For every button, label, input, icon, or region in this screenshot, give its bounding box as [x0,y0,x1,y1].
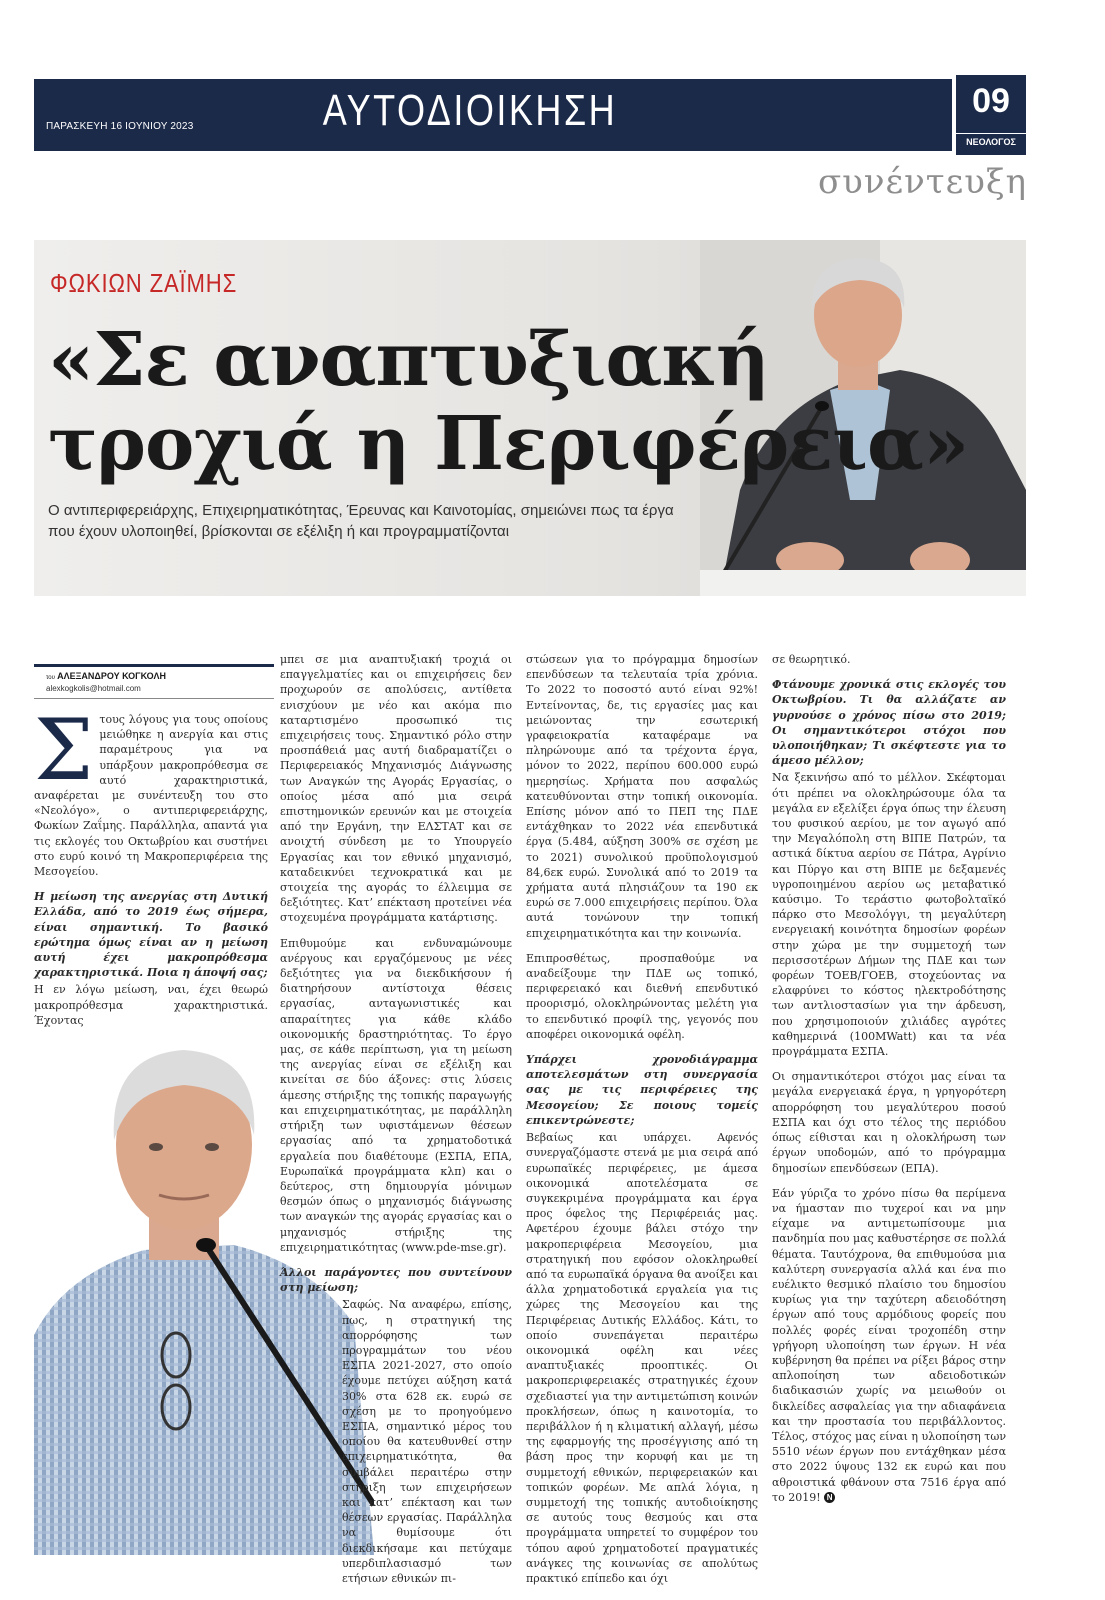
genre-label: συνέντευξη [817,162,1027,202]
question-2: Άλλοι παράγοντες που συντείνουν στη μείωση; [280,1265,512,1295]
byline [46,671,166,681]
byline-bar [34,664,274,667]
paragraph: Επιθυμούμε και ενδυναμώνουμε ανέργους και εργαζόμενους με νέες δεξιότητες για να διεκδικήσουν ή διατηρήσουν αντίστοιχα θέσεις εργασίας, ανταγωνιστικές και απαραίτητες για κάθε κλάδο οικονομικής δραστηριότητας. Το έργο μας, σε κάθε περίπτωση, για τη μείωση της ανεργίας είναι σε εξέλιξη και κινείται σε δύο άξονες: στις λύσεις άμεσης στήριξης της τοπικής παραγωγής και επιχειρηματικότητας, με παράλληλη στήριξη των υφιστάμενων θέσεων εργασίας από τα χρηματοδοτικά εργαλεία που διαθέτουμε (ΕΣΠΑ, ΕΠΑ, Ευρωπαϊκά προγράμματα κλπ) και ο δεύτερος, στη δημιουργία μόνιμων θεσμών όπως ο μηχανισμός διάγνωσης των αναγκών της αγοράς εργασίας και ο μηχανισμός στήριξης της επιχειρηματικότητας (www.pde-mse.gr). [280,936,512,1254]
headline-line-1: «Σε αναπτυξιακή [48,317,769,403]
byline-prefix: του [46,675,55,681]
paragraph: Επιπροσθέτως, προσπαθούμε να αναδείξουμε την ΠΔΕ ως τοπικό, περιφερειακό και διεθνή επενδυτικό προορισμό, ολοκληρώνοντας μελέτη για το επενδυτικό προφίλ της, γεγονός που αποφέρει οικονομικά οφέλη. [526,951,758,1041]
author-email: alexkogkolis@hotmail.com [46,684,141,693]
answer-2: Σαφώς. Να αναφέρω, επίσης, πως, η στρατηγική της απορρόφησης των προγραμμάτων του νέου ΕΣΠΑ 2021-2027, στο οποίο έχουμε πετύχει αύξηση κατά 30% στα 628 εκ. ευρώ σε σχέση με το προηγούμενο ΕΣΠΑ, σημαντικό μέρος του οποίου θα κατευθυνθεί στην επιχειρηματικότητα, θα συμβάλει περαιτέρω στην στήριξη των επιχειρήσεων και κατ’ επέκταση και των θέσεων εργασίας. Παράλληλα να θυμίσουμε ότι διεκδικήσαμε και πετύχαμε υπερδιπλασιασμό των ετήσιων εθνικών πι- [342,1298,512,1585]
answer-4-paragraph-1: Να ξεκινήσω από το μέλλον. Σκέφτομαι ότι πρέπει να ολοκληρώσουμε όλα τα μεγάλα εν εξελίξει έργα όπως την έλευση του φυσικού αερίου, με τον αγωγό από την Μεγαλόπολη στη ΒΙΠΕ Πατρών, τα αστικά δίκτυα αερίου σε Πάτρα, Αγρίνιο και Πύργο και στη ΒΙΠΕ με δεξαμενές υγροποιημένου αερίου ως μεταβατικό καύσιμο. Το τεράστιο φωτοβολταϊκό πάρκο στο Μεσολόγγι, τη μεγαλύτερη ενεργειακή κοινότητα δημοσίων φορέων στην χώρα με την συμμετοχή των περισσοτέρων Δήμων της ΠΔΕ και των φορέων ΤΟΕΒ/ΓΟΕΒ, στοχεύοντας να ελαφρύνει το κόστος ηλεκτροδότησης των αντλιοστασίων για την άρδευση, που χρησιμοποιούν χιλιάδες αγρότες καθημερινά (100MWatt) και τα νέα προγράμματα ΕΣΠΑ. [772,771,1006,1059]
interviewee-name: ΦΩΚΙΩΝ ΖΑΪΜΗΣ [50,268,238,298]
paragraph: στώσεων για το πρόγραμμα δημοσίων επενδύσεων τα τελευταία τρία χρόνια. Το 2022 το ποσοστό αυτό είναι 92%! Εντείνοντας, δε, τις εργασίες μας και μειώνοντας την εσωτερική γραφειοκρατία καταφέραμε να πληρώνουμε από τα τρέχοντα έργα, μόνον το 2022, περίπου 600.000 ευρώ ημερησίως. Χρήματα που ασφαλώς κατευθύνονται στην τοπική οικονομία. Επίσης μόνον από το ΠΕΠ της ΠΔΕ εντάχθηκαν το 2022 νέα επενδυτικά έργα (5.484, αύξηση 300% σε σχέση με το 2021) συνολικού προϋπολογισμού 84,6εκ ευρώ. Συνολικά από το 2019 τα χρήματα αυτά πλησιάζουν τα 190 εκ ευρώ σε 7.000 επιχειρήσεις περίπου. Όλα αυτά τονώνουν την τοπική επιχειρηματικότητα και την κοινωνία. [526,653,758,940]
answer-4-paragraph-2: Οι σημαντικότεροι στόχοι μας είναι τα μεγάλα ενεργειακά έργα, η γρηγορότερη απορρόφηση του μεγαλύτερου ποσού ΕΣΠΑ και όχι στο τέλος της περιόδου όπως είθισται και η ολοκλήρωση των έργων υποδομών, από το πρόγραμμα δημοσίων επενδύσεων (ΕΠΑ). [772,1070,1006,1175]
paragraph: σε θεωρητικό. [772,653,851,666]
article-column-3 [526,652,758,1596]
drop-cap: Σ [34,701,94,799]
byline-divider [34,698,274,699]
article-column-1 [34,701,268,1038]
subheadline: Ο αντιπεριφερειάρχης, Επιχειρηματικότητας, Έρευνας και Καινοτομίας, σημειώνει πως τα έργα που έχουν υλοποιηθεί, βρίσκονται σε εξέλιξη ή και προγραμματίζονται [48,502,674,540]
section-title: ΑΥΤΟΔΙΟΙΚΗΣΗ [322,86,618,135]
issue-date: ΠΑΡΑΣΚΕΥΗ 16 ΙΟΥΝΙΟΥ 2023 [46,121,194,132]
paragraph: μπει σε μια αναπτυξιακή τροχιά οι επαγγελματίες και οι επιχειρήσεις δεν προχωρούν σε απολύσεις, αντίθετα ενισχύουν με νέο και ακόμα πιο καταρτισμένο προσωπικό τις επιχειρήσεις τους. Σημαντικό ρόλο στην προσπάθειά μας αυτή διαδραματίζει ο Περιφερειακός Μηχανισμός Διάγνωσης των Αναγκών της Αγοράς Εργασίας, ο οποίος μέσα από μια σειρά επιστημονικών ερευνών και με στοιχεία από την Εργάνη, την ΕΛΣΤΑΤ και σε ανοιχτή σύνδεση με το Υπουργείο Εργασίας και τον εθνικό μηχανισμό, καταδεικνύει τεχνοκρατικά και με στοιχεία της αγοράς το έλλειμμα σε δεξιότητες. Κατ’ επέκταση προτείνει νέα στοχευμένα προγράμματα κατάρτισης. [280,653,512,925]
article-column-2 [280,652,512,1596]
answer-1-start: Η εν λόγω μείωση, ναι, έχει θεωρώ μακροπρόθεσμα χαρακτηριστικά. Έχοντας [34,983,268,1027]
question-1: Η μείωση της ανεργίας στη Δυτική Ελλάδα, από το 2019 έως σήμερα, είναι σημαντική. Το βασικό ερώτημα όμως είναι αν η μείωση αυτή έχει μακροπρόθεσμα χαρακτηριστικά. Ποια η άποψή σας; [34,890,268,980]
answer-4-paragraph-3: Εάν γύριζα το χρόνο πίσω θα περίμενα να ήμασταν πιο τυχεροί και να μην είχαμε να αντιμετωπίσουμε μια πανδημία που μας καθυστέρησε σε πολλά θέματα. Ταυτόχρονα, θα επιθυμούσα μια καλύτερη συνεργασία αλλά και ένα πιο ευέλικτο θεσμικό πλαίσιο του δημοσίου κυρίως για την ταχύτερη αδειοδότηση έργων από τους αρμόδιους φορείς που πολλές φορές είναι τροχοπέδη στην γρήγορη υλοποίηση των έργων. Η νέα κυβέρνηση θα πρέπει να ρίξει βάρος στην απλοποίηση των αδειοδοτικών διαδικασιών χωρίς να μειωθούν οι δικλείδες ασφαλείας για την αδιαφάνεια και την προστασία του περιβάλλοντος. Τέλος, στόχος μας είναι η υλοποίηση των 5510 νέων έργων που εντάχθηκαν μέσα στο 2022 ύψους 132 εκ ευρώ και που αθροιστικά φθάνουν στα 7516 έργα από το 2019! N [772,1186,1006,1504]
headline-line-2: τροχιά η Περιφέρεια» [48,401,969,487]
answer-3: Βεβαίως και υπάρχει. Αφενός συνεργαζόμαστε στενά με μια σειρά από ευρωπαϊκές περιφέρειες, με άμεσα οικονομικά αποτελέσματα σε συγκεκριμένα προγράμματα και έργα προς όφελος της Περιφέρειάς μας. Αφετέρου έχουμε βάλει στόχο την μακροπεριφέρεια Μεσογείου, μια στρατηγική που εφόσον ολοκληρωθεί από τα ευρωπαϊκά όργανα θα ανοίξει και άλλα χρηματοδοτικά εργαλεία για τις χώρες της Μεσογείου και της Περιφέρειας Δυτικής Ελλάδος. Κάτι, το οποίο συνεπάγεται περαιτέρω οικονομικά οφέλη και νέες αναπτυξιακές προοπτικές. Οι μακροπεριφερειακές στρατηγικές έχουν σχεδιαστεί για την αντιμετώπιση κοινών προκλήσεων, όπως η καινοτομία, το περιβάλλον ή η κλιματική αλλαγή, μέσω της εφαρμογής της προσέγγισης από τη βάση προς την κορυφή και με τη συμμετοχή εθνικών, περιφερειακών και τοπικών φορέων. Με απλά λόγια, η συμμετοχή της τοπικής αυτοδιοίκησης σε αυτούς τους θεσμούς και στα προγράμματα υπηρετεί το συμφέρον του τόπου αφού χρηματοδοτεί πραγματικές ανάγκες της κοινωνίας σε απολύτως πρακτικό επίπεδο και όχι [526,1131,758,1585]
page-number: 09 [972,82,1010,120]
headline [48,318,968,486]
author-name: ΑΛΕΞΑΝΔΡΟΥ ΚΟΓΚΟΛΗ [57,671,166,681]
question-3: Υπάρχει χρονοδιάγραμμα αποτελεσμάτων στη συνεργασία σας με τις περιφέρειες της Μεσογείου; Σε ποιους τομείς επικεντρώνεστε; [526,1053,758,1127]
question-4: Φτάνουμε χρονικά στις εκλογές του Οκτωβρίου. Τι θα αλλάζατε αν γυρνούσε ο χρόνος πίσω στο 2019; Οι σημαντικότεροι στόχοι που υλοποιήθηκαν; Τι σκέφτεστε για το άμεσο μέλλον; [772,678,1006,768]
newspaper-brand: ΝΕΟΛΟΓΟΣ [956,133,1026,147]
end-mark-icon: N [824,1492,835,1503]
intro-paragraph: Στους λόγους για τους οποίους μειώθηκε η ανεργία και στις παραμέτρους για να υπάρξουν μακροπρόθεσμα σε αυτό χαρακτηριστικά, αναφέρεται με συνέντευξη του στο «Νεολόγο», ο αντιπεριφερειάρχης, Φωκίων Ζαΐμης. Παράλληλα, απαντά για τις εκλογές του Οκτωβρίου και συστήνει στο ευρύ κοινό τη Μακροπεριφέρεια της Μεσογείου. [34,701,268,879]
article-column-4 [772,652,1006,1515]
